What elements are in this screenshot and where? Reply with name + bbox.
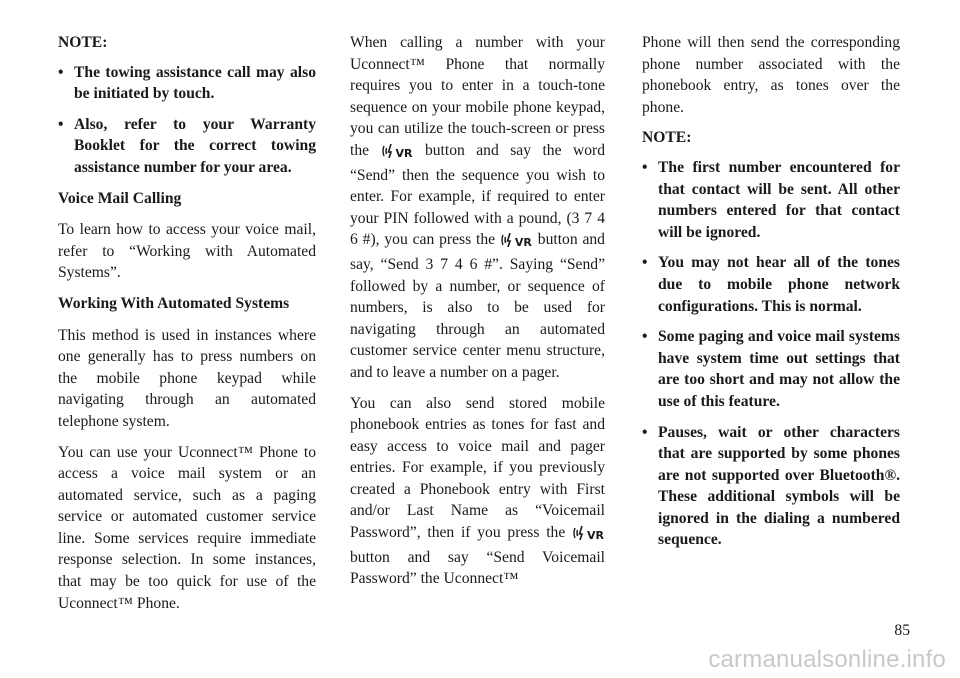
watermark: carmanualsonline.info	[708, 646, 946, 673]
note-list	[642, 157, 900, 551]
column-middle	[350, 32, 605, 599]
bullet-icon: •	[642, 158, 648, 176]
list-item: • Also, refer to your Warranty Booklet for the correct towing assistance number for your area.	[58, 115, 316, 176]
voice-recognition-icon: VR	[501, 231, 532, 254]
list-item: • You may not hear all of the tones due to mobile phone network configurations. This is normal.	[642, 254, 900, 315]
section-heading-automated: Working With Automated Systems	[58, 294, 290, 312]
list-item: • Some paging and voice mail systems have system time out settings that are too short and may not allow the use of this feature.	[642, 328, 900, 410]
paragraph-phonebook-tones: You can also send stored mobile phonebook entries as tones for fast and easy access to voice mail and pager entries. For example, if you previously created a Phonebook entry with First and/or Last Name as “Voicemail Password”, then if you press the VR button and say “Send Voicemail Password” the Uconnect™	[350, 394, 605, 588]
column-right	[642, 32, 900, 560]
voice-recognition-icon: VR	[573, 524, 604, 547]
list-item: • The first number encountered for that contact will be sent. All other numbers entered for that contact will be ignored.	[642, 158, 900, 241]
note-label: NOTE:	[58, 34, 108, 51]
bullet-icon: •	[58, 115, 64, 133]
note-label: NOTE:	[642, 129, 692, 147]
page-number: 85	[894, 622, 910, 639]
section-heading-voicemail: Voice Mail Calling	[58, 189, 182, 207]
list-item: • The towing assistance call may also be initiated by touch.	[58, 63, 316, 103]
bullet-icon: •	[642, 328, 648, 346]
bullet-icon: •	[642, 423, 648, 441]
bullet-icon: •	[642, 254, 648, 272]
paragraph-send-sequence: When calling a number with your Uconnect™ Phone that normally requires you to enter in a touch-tone sequence on your mobile phone keypad, you can utilize the touch-screen or press the VR button and say the word “Send” then the sequence you wish to enter. For example, if required to enter your PIN followed with a pound, (3 7 4 6 #), you can press the VR button and say, “Send 3 7 4 6 #”. Saying “Send” followed by a number, or sequence of numbers, is also to be used for navigating through an automated customer service center menu structure, and to leave a number on a pager.	[350, 34, 605, 381]
note-list	[58, 62, 316, 179]
bullet-icon: •	[58, 63, 64, 81]
paragraph-voicemail: To learn how to access your voice mail, refer to “Working with Automated Systems”.	[58, 221, 316, 282]
paragraph-continued: Phone will then send the corresponding phone number associated with the phonebook entry, as tones over the phone.	[642, 34, 900, 116]
paragraph-method: This method is used in instances where one generally has to press numbers on the mobile phone keypad while navigating through an automated telephone system.	[58, 326, 316, 430]
voice-recognition-icon: VR	[382, 142, 413, 165]
list-item: • Pauses, wait or other characters that are supported by some phones are not supported over Bluetooth®. These additional symbols will be ignored in the dialing a numbered sequence.	[642, 423, 900, 549]
column-left	[58, 32, 316, 623]
paragraph-use: You can use your Uconnect™ Phone to access a voice mail system or an automated service, such as a paging service or automated customer service line. Some services require immediate response selection. In some instances, that may be too quick for use of the Uconnect™ Phone.	[58, 443, 316, 612]
